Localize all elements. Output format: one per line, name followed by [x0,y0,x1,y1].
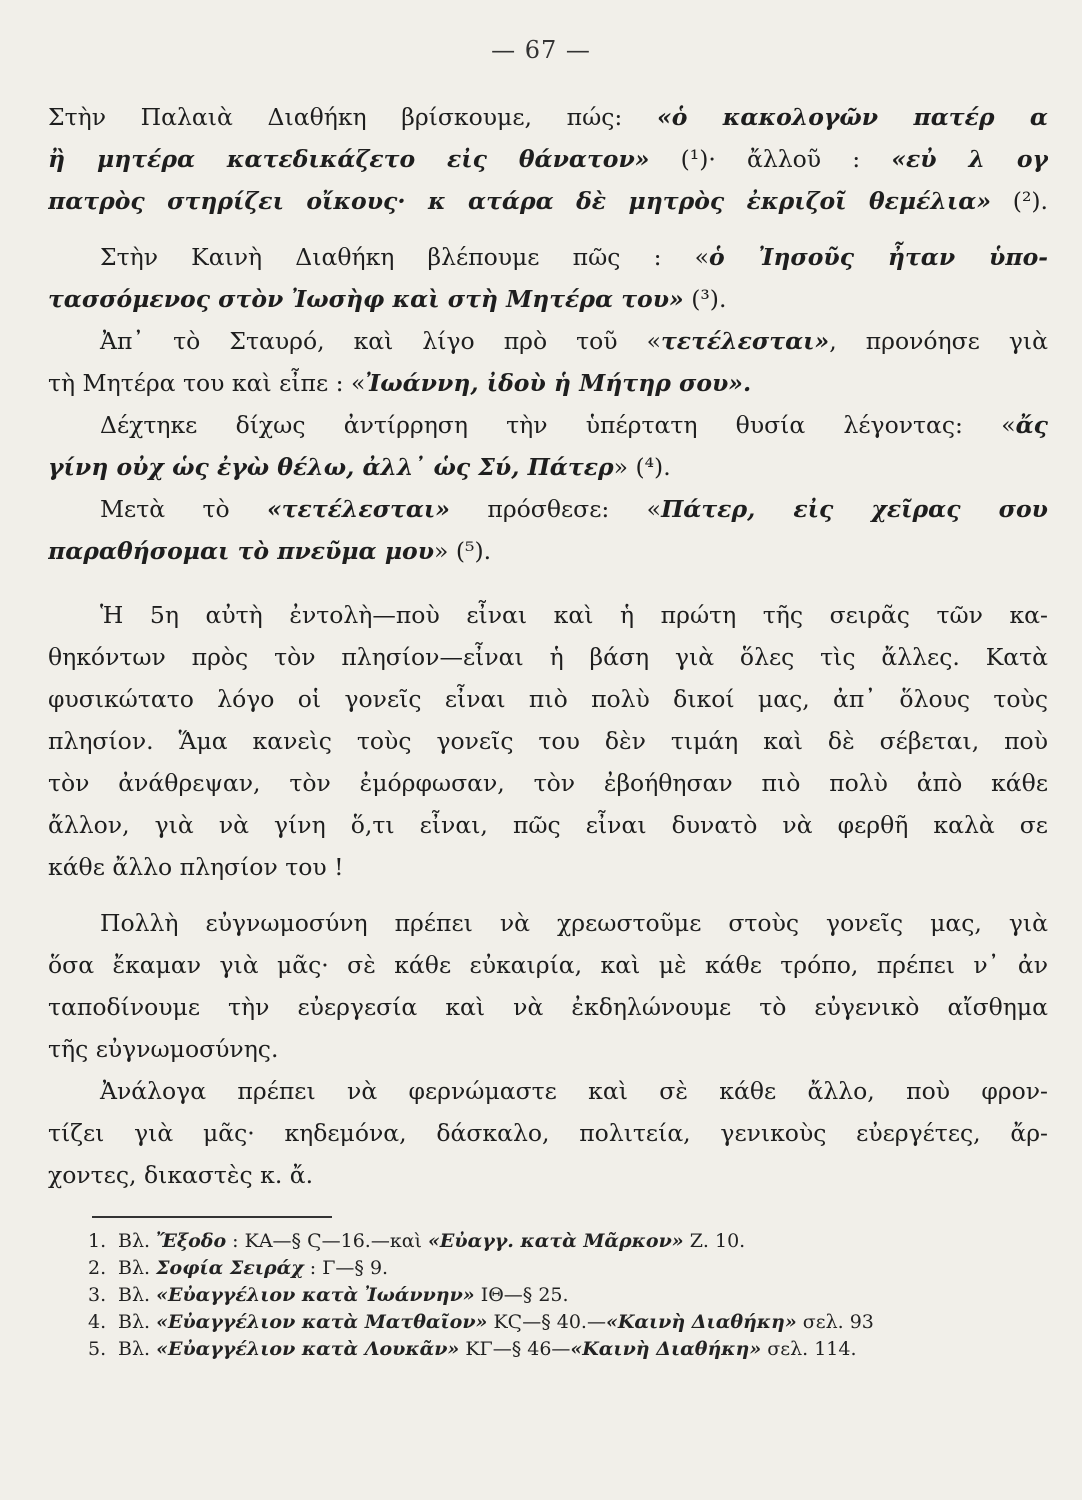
text-run: Ἀνάλογα πρέπει νὰ φερνώμαστε καὶ σὲ κάθε ἄλλο, ποὺ φρον- [100,1077,1048,1105]
footnote-source-title: «Εὐαγγέλιον κατὰ Ματθαῖον» [156,1311,488,1333]
footnote-number: 1. [88,1230,107,1252]
text-line [48,636,1048,678]
emphasized-quote: πατρὸς στηρίζει οἴκους· κ ατάρα δὲ μητρὸς ἐκριζοῖ θεμέλια» [48,187,992,215]
text-run: ὅσα ἔκαμαν γιὰ μᾶς· σὲ κάθε εὐκαιρία, καὶ μὲ κάθε τρόπο, πρέπει ν᾽ ἀν [48,951,1048,979]
footnote-text: : Γ—§ 9. [303,1257,389,1279]
text-run: , προνόησε γιὰ [829,327,1048,355]
footnote-source-title: «Εὐαγγέλιον κατὰ Ἰωάννην» [156,1284,475,1306]
page-number: — 67 — [491,36,591,64]
text-run: φυσικώτατο λόγο οἱ γονεῖς εἶναι πιὸ πολὺ δικοί μας, ἀπ᾽ ὅλους τοὺς [48,685,1048,713]
text-run: Στὴν Παλαιὰ Διαθήκη βρίσκουμε, πώς: [48,103,658,131]
text-run: Ἡ 5η αὐτὴ ἐντολὴ—ποὺ εἶναι καὶ ἡ πρώτη τῆς σειρᾶς τῶν κα- [100,601,1048,629]
text-run: τῆς εὐγνωμοσύνης. [48,1035,279,1063]
footnote-text: Βλ. [118,1230,157,1252]
text-run: τὸν ἀνάθρεψαν, τὸν ἐμόρφωσαν, τὸν ἐβοήθησαν πιὸ πολὺ ἀπὸ κάθε [48,769,1048,797]
footnote [88,1282,988,1309]
body-text [48,96,1048,1196]
text-line [48,762,1048,804]
emphasized-quote: ἄς [1015,411,1048,439]
text-run: (¹)· ἄλλοῦ : [649,145,892,173]
text-line [48,804,1048,846]
text-line [48,1112,1048,1154]
footnote-text: σελ. 93 [796,1311,874,1333]
text-line [48,986,1048,1028]
footnote-separator [92,1216,332,1218]
text-line [48,594,1048,636]
footnote-text: Βλ. [118,1311,157,1333]
emphasized-quote: ἢ μητέρα κατεδικάζετο εἰς θάνατον» [48,145,650,173]
footnote-number: 4. [88,1311,107,1333]
text-run: Δέχτηκε δίχως ἀντίρρηση τὴν ὑπέρτατη θυσία λέγοντας: « [100,411,1016,439]
text-line [48,944,1048,986]
text-line [48,902,1048,944]
text-run: (³). [683,285,727,313]
text-run: τὴ Μητέρα του καὶ εἶπε : « [48,369,366,397]
text-run: Πολλὴ εὐγνωμοσύνη πρέπει νὰ χρεωστοῦμε στοὺς γονεῖς μας, γιὰ [100,909,1048,937]
text-line [48,404,1048,446]
text-line [48,678,1048,720]
emphasized-quote: «τετέλεσται» [267,495,450,523]
text-run: (²). [991,187,1048,215]
footnote-source-title: «Καινὴ Διαθήκη» [570,1338,762,1360]
text-line [48,488,1048,530]
text-run: » (⁴). [613,453,671,481]
text-line [48,236,1048,278]
text-line [48,1028,1048,1070]
footnote-text: Ζ. 10. [683,1230,746,1252]
emphasized-quote: τετέλεσται» [660,327,830,355]
text-line [48,1070,1048,1112]
footnote-number: 3. [88,1284,107,1306]
footnote-text: σελ. 114. [761,1338,857,1360]
text-run: κάθε ἄλλο πλησίον του ! [48,853,344,881]
text-run: ταποδίνουμε τὴν εὐεργεσία καὶ νὰ ἐκδηλώνουμε τὸ εὐγενικὸ αἴσθημα [48,993,1048,1021]
footnote-source-title: «Καινὴ Διαθήκη» [605,1311,797,1333]
footnote-text: ΚΓ—§ 46— [459,1338,571,1360]
footnote-text: : ΚΑ—§ Ϛ—16.—καὶ [226,1230,429,1252]
text-run: Στὴν Καινὴ Διαθήκη βλέπουμε πῶς : « [100,243,710,271]
text-run: Ἀπ᾽ τὸ Σταυρό, καὶ λίγο πρὸ τοῦ « [100,327,661,355]
text-run: πλησίον. Ἅμα κανεὶς τοὺς γονεῖς του δὲν τιμάη καὶ δὲ σέβεται, ποὺ [48,727,1048,755]
text-line [48,278,1048,320]
emphasized-quote: γίνη οὐχ ὡς ἐγὼ θέλω, ἀλλ᾽ ὡς Σύ, Πάτερ [48,453,614,481]
footnote-text: ΚϚ—§ 40.— [487,1311,606,1333]
text-run: Μετὰ τὸ [100,495,268,523]
emphasized-quote: Πάτερ, εἰς χεῖρας σου [661,495,1048,523]
footnote-source-title: «Εὐαγγ. κατὰ Μᾶρκον» [428,1230,684,1252]
footnote [88,1228,988,1255]
text-line [48,362,1048,404]
footnote-number: 2. [88,1257,107,1279]
footnote-source-title: Ἔξοδο [156,1230,227,1252]
footnote-text: Βλ. [118,1284,157,1306]
footnote-text: Βλ. [118,1257,157,1279]
text-line [48,846,1048,888]
footnote [88,1255,988,1282]
footnote-source-title: «Εὐαγγέλιον κατὰ Λουκᾶν» [156,1338,460,1360]
text-run: ἄλλον, γιὰ νὰ γίνη ὅ,τι εἶναι, πῶς εἶναι δυνατὸ νὰ φερθῆ καλὰ σε [48,811,1048,839]
emphasized-quote: παραθήσομαι τὸ πνεῦμα μου [48,537,435,565]
emphasized-quote: «εὐ λ ογ [891,145,1048,173]
text-run: θηκόντων πρὸς τὸν πλησίον—εἶναι ἡ βάση γιὰ ὅλες τὶς ἄλλες. Κατὰ [48,643,1048,671]
footnote-source-title: Σοφία Σειράχ [156,1257,304,1279]
footnotes [88,1228,988,1363]
footnote-text: Βλ. [118,1338,157,1360]
emphasized-quote: «ὁ κακολογῶν πατέρ α [657,103,1048,131]
footnote-text: ΙΘ—§ 25. [474,1284,569,1306]
text-line [48,138,1048,180]
text-line [48,720,1048,762]
footnote [88,1336,988,1363]
text-run: πρόσθεσε: « [449,495,662,523]
footnote-number: 5. [88,1338,107,1360]
text-line [48,1154,1048,1196]
text-run: τίζει γιὰ μᾶς· κηδεμόνα, δάσκαλο, πολιτεία, γενικοὺς εὐεργέτες, ἄρ- [48,1119,1048,1147]
emphasized-quote: Ἰωάννη, ἰδοὺ ἡ Μήτηρ σου». [365,369,752,397]
text-run: χοντες, δικαστὲς κ. ἄ. [48,1161,314,1189]
text-line [48,96,1048,138]
text-line [48,446,1048,488]
text-line [48,320,1048,362]
text-line [48,180,1048,222]
footnote [88,1309,988,1336]
emphasized-quote: ὁ Ἰησοῦς ἦταν ὑπο- [709,243,1048,271]
text-run: » (⁵). [434,537,492,565]
emphasized-quote: τασσόμενος στὸν Ἰωσὴφ καὶ στὴ Μητέρα του» [48,285,684,313]
text-line [48,530,1048,572]
